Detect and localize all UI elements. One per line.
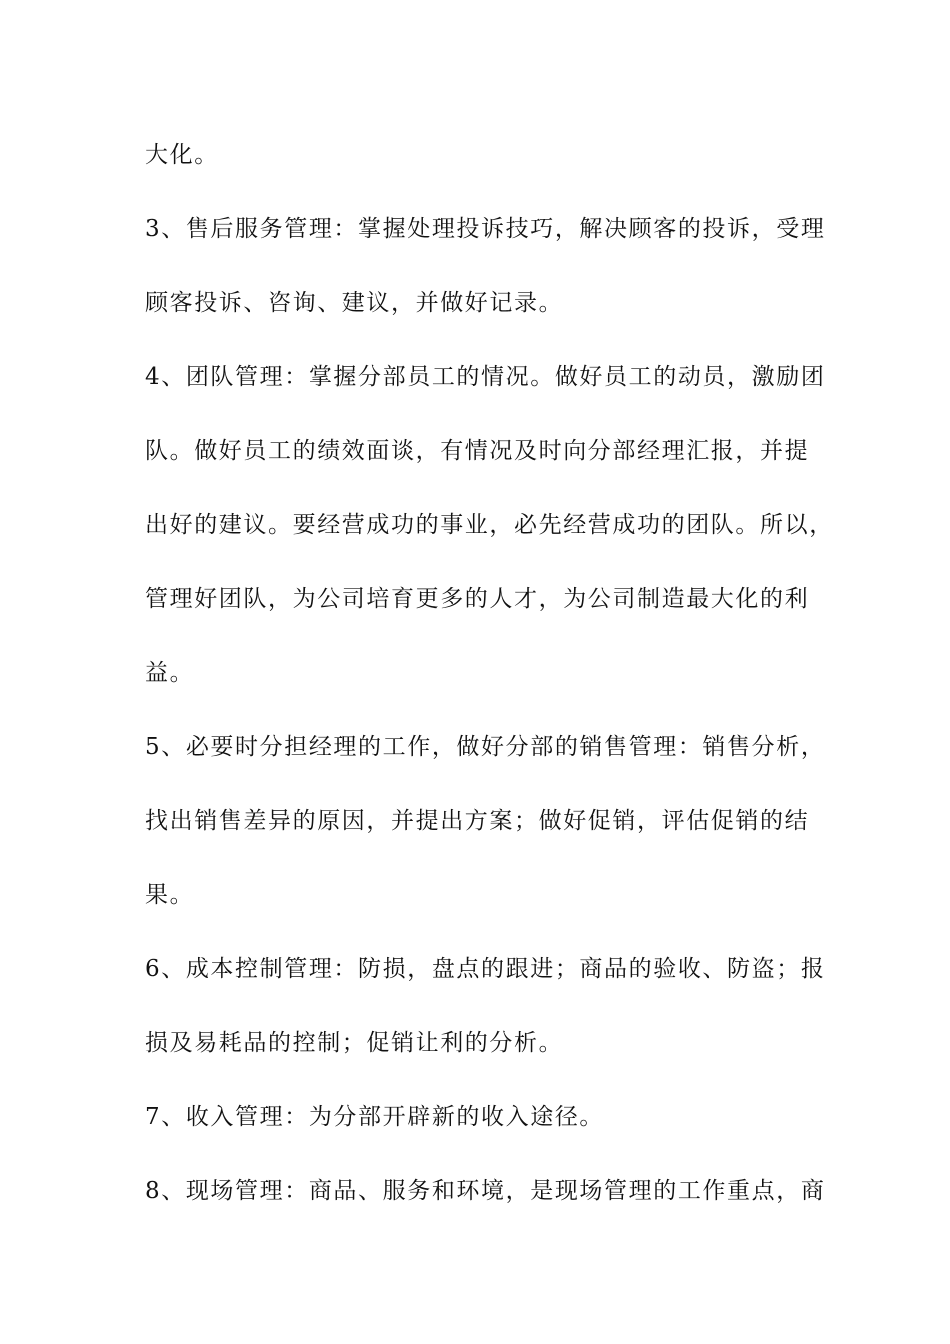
text-line: 3、售后服务管理：掌握处理投诉技巧，解决顾客的投诉，受理 (145, 216, 826, 242)
text-line: 8、现场管理：商品、服务和环境，是现场管理的工作重点，商 (145, 1178, 826, 1204)
text-line: 顾客投诉、咨询、建议，并做好记录。 (145, 290, 564, 316)
text-line: 队。做好员工的绩效面谈，有情况及时向分部经理汇报，并提 (145, 438, 810, 464)
text-line: 出好的建议。要经营成功的事业，必先经营成功的团队。所以， (145, 512, 834, 538)
document-body (145, 136, 835, 1246)
text-line: 果。 (145, 882, 195, 908)
text-line: 7、收入管理：为分部开辟新的收入途径。 (145, 1104, 605, 1130)
text-line: 5、必要时分担经理的工作，做好分部的销售管理：销售分析， (145, 734, 826, 760)
text-line: 管理好团队，为公司培育更多的人才，为公司制造最大化的利 (145, 586, 810, 612)
text-line: 大化。 (145, 142, 219, 168)
text-line: 损及易耗品的控制；促销让利的分析。 (145, 1030, 564, 1056)
text-line: 6、成本控制管理：防损，盘点的跟进；商品的验收、防盗；报 (145, 956, 826, 982)
text-line: 4、团队管理：掌握分部员工的情况。做好员工的动员，激励团 (145, 364, 826, 390)
text-line: 找出销售差异的原因，并提出方案；做好促销，评估促销的结 (145, 808, 810, 834)
text-line: 益。 (145, 660, 195, 686)
